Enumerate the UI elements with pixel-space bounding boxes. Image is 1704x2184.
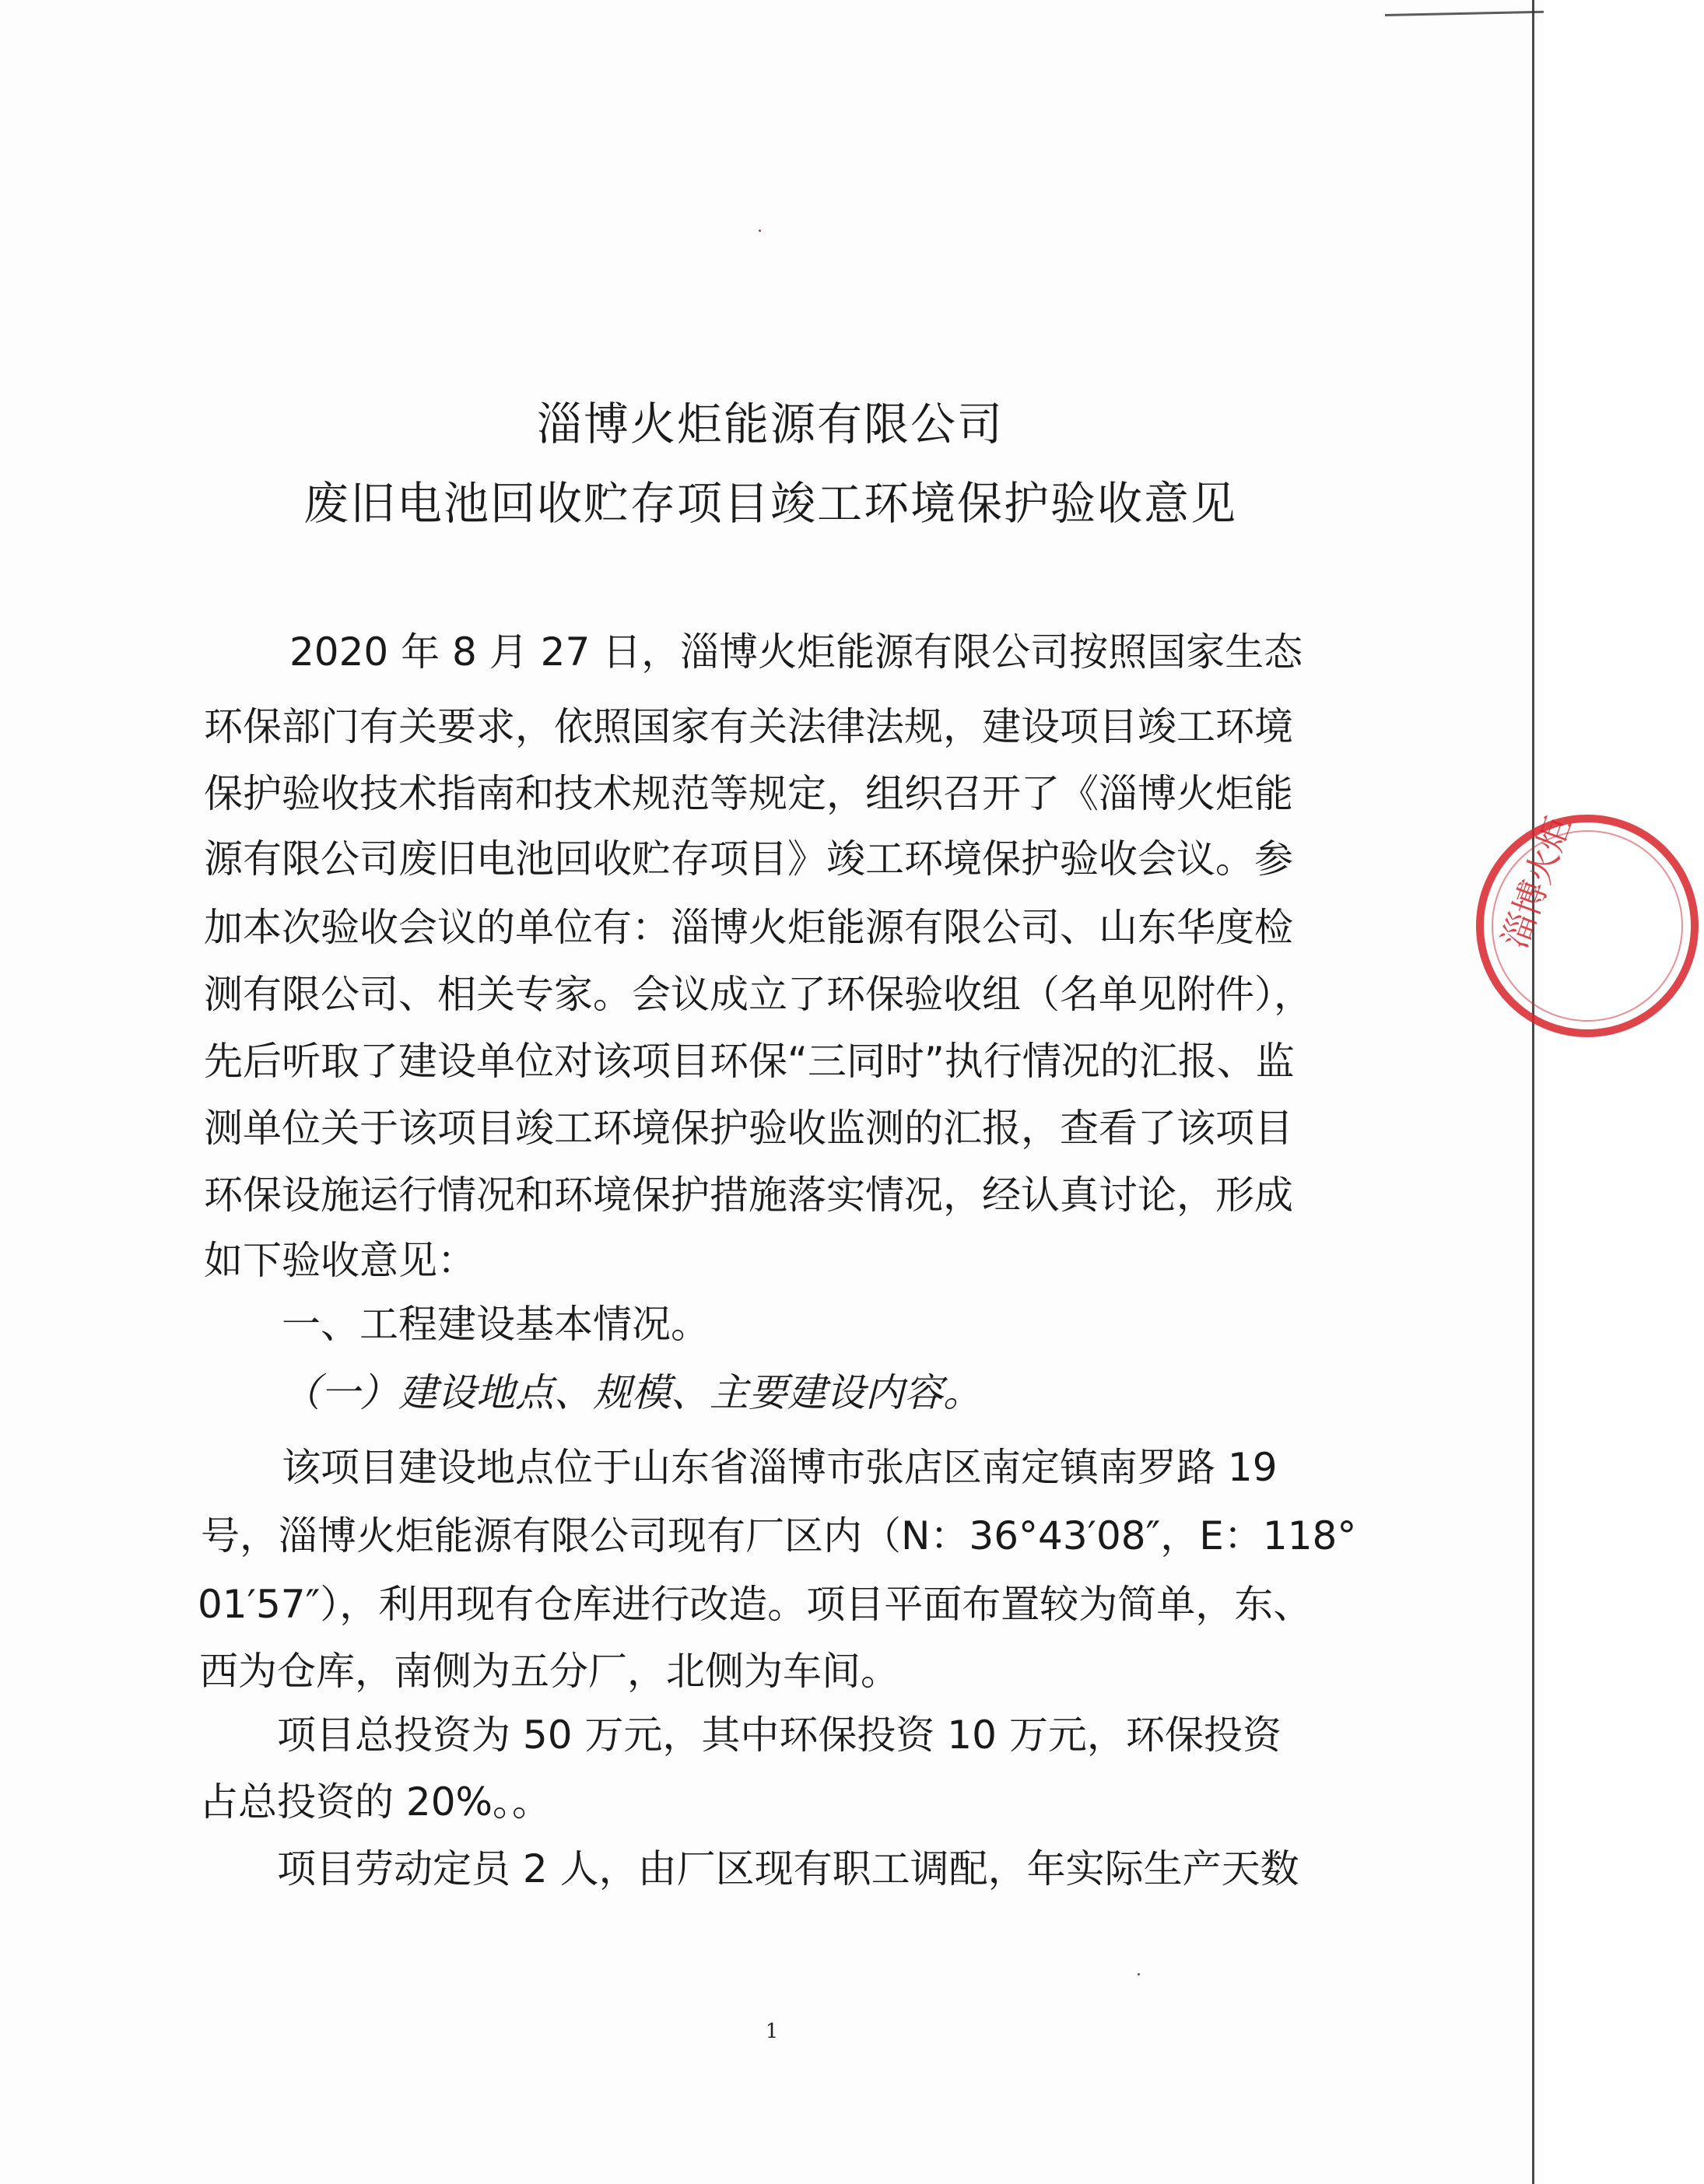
document-title-line2: 废旧电池回收贮存项目竣工环境保护验收意见 [303, 477, 1237, 530]
company-seal [1471, 809, 1704, 1043]
scan-speck [759, 230, 761, 232]
body-line: 号，淄博火炬能源有限公司现有厂区内（N：36°43′08″，E：118° [201, 1513, 1357, 1558]
body-line: 测单位关于该项目竣工环境保护验收监测的汇报，查看了该项目 [204, 1106, 1293, 1151]
body-line: 源有限公司废旧电池回收贮存项目》竣工环境保护验收会议。参 [204, 836, 1293, 882]
body-line: 环保部门有关要求，依照国家有关法律法规，建设项目竣工环境 [204, 704, 1293, 749]
body-line: 项目总投资为 50 万元，其中环保投资 10 万元，环保投资 [277, 1712, 1282, 1758]
body-line: 项目劳动定员 2 人，由厂区现有职工调配，年实际生产天数 [277, 1846, 1299, 1891]
svg-text:淄博火炬: 淄博火炬 [1495, 811, 1580, 954]
scan-edge-top [1385, 11, 1544, 16]
body-line: 环保设施运行情况和环境保护措施落实情况，经认真讨论，形成 [204, 1173, 1293, 1218]
scan-edge-right [1532, 0, 1534, 2184]
body-line: 01′57″），利用现有仓库进行改造。项目平面布置较为简单，东、 [198, 1582, 1313, 1627]
body-line: 西为仓库，南侧为五分厂，北侧为车间。 [199, 1649, 899, 1694]
document-title-line1: 淄博火炬能源有限公司 [536, 398, 1004, 450]
body-line: 占总投资的 20%。。 [199, 1779, 552, 1825]
body-line: 保护验收技术指南和技术规范等规定，组织召开了《淄博火炬能 [204, 771, 1293, 816]
subsection-heading: （一）建设地点、规模、主要建设内容。 [282, 1370, 982, 1415]
body-line: 2020 年 8 月 27 日，淄博火炬能源有限公司按照国家生态 [289, 629, 1303, 675]
body-line: 先后听取了建设单位对该项目环保“三同时”执行情况的汇报、监 [204, 1039, 1295, 1084]
section-heading: 一、工程建设基本情况。 [282, 1302, 710, 1347]
page-number: 1 [765, 2020, 779, 2043]
body-line: 该项目建设地点位于山东省淄博市张店区南定镇南罗路 19 [282, 1445, 1278, 1490]
body-line: 如下验收意见： [204, 1238, 476, 1283]
body-line: 加本次验收会议的单位有：淄博火炬能源有限公司、山东华度检 [204, 905, 1293, 950]
scan-speck [1138, 1973, 1140, 1975]
body-line: 测有限公司、相关专家。会议成立了环保验收组（名单见附件）， [204, 972, 1313, 1017]
